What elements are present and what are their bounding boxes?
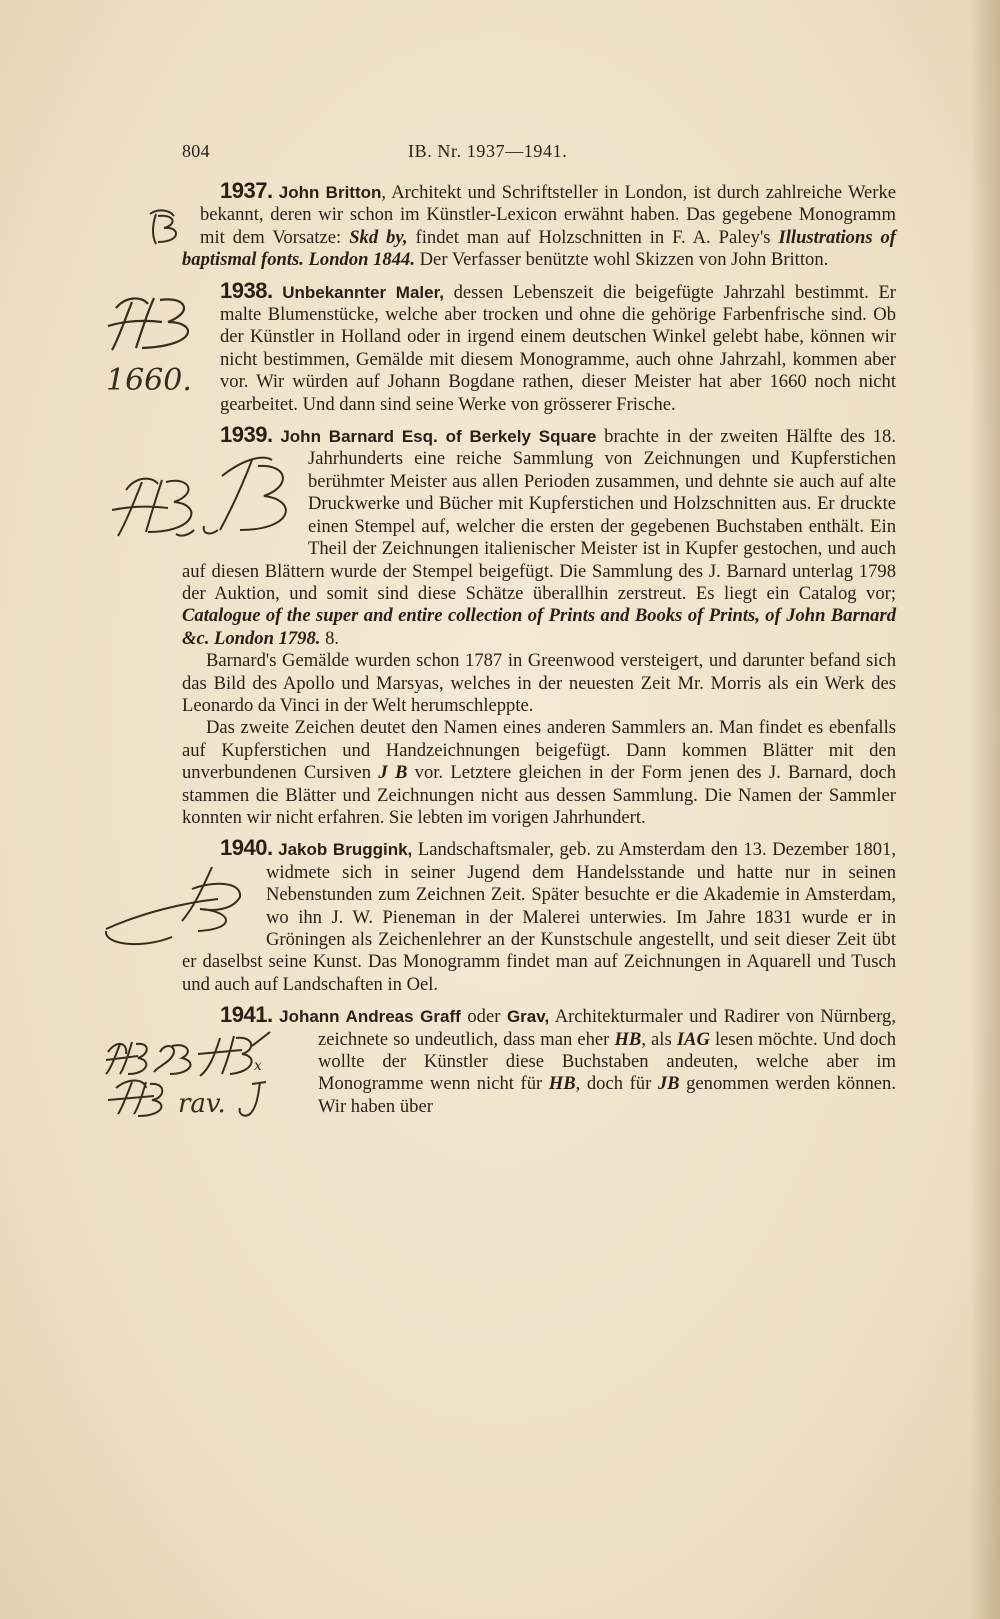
- monogram-image: [102, 859, 256, 951]
- catalogue-title: Catalogue of the super and entire collection of Prints and Books of Prints, of John Barnard &c. London 1798.: [182, 605, 896, 649]
- svg-text:rav.: rav.: [178, 1089, 226, 1119]
- monogram-year: 1660.: [106, 362, 192, 398]
- entry-text: Der Verfasser benützte wohl Skizzen von John Britton.: [414, 249, 829, 271]
- entry-number: 1937.: [220, 178, 273, 203]
- entry-number: 1938.: [220, 277, 273, 303]
- entry-text: genommen werden können. Wir haben über: [318, 1073, 897, 1117]
- paragraph: Barnard's Gemälde wurden schon 1787 in Greenwood versteigert, und darunter befand sich das Bild des Apollo und Marsyas, welches in der neuesten Zeit Mr. Morris als ein Werk des Leonardo da Vinci in der Welt herumschleppte.: [182, 650, 896, 716]
- entry-text: Landschaftsmaler, geb. zu Amsterdam den 13. Dezember 1801, widmete sich in seiner Jugend dem Handelsstande und hatte nur in seinen Nebenstunden zum Zeichnen Zeit. Später besuchte er die Akademie in Amsterdam, wo ihn J. W. Pieneman in der Malerei unterwies. Im Jahre 1831 wurde er in Gröningen als Zeichenlehrer an der Kunstschule angestellt, und seit dieser Zeit übt er daselbst seine Kunst. Das Monogramm findet man auf Zeichnungen in Aquarell und Tusch und auch auf Landschaften in Oel.: [182, 839, 897, 995]
- entry-italic: J B: [378, 762, 408, 784]
- entry-1941: [178, 1002, 897, 1119]
- entry-italic: IAG: [676, 1028, 710, 1050]
- entry-text: lesen möchte. Und doch wollte der Künstler diese Buchstaben andeuten, welche aber im Monogramme wenn nicht für: [318, 1028, 897, 1095]
- page-edge-shadow: [970, 0, 1000, 1619]
- book-title: Illustrations of baptismal fonts. London 1844.: [182, 226, 896, 271]
- book-page: [106, 130, 897, 1119]
- running-title: IB. Nr. 1937—1941.: [408, 141, 568, 161]
- entry-number: 1939.: [220, 422, 273, 448]
- entry-italic: HB: [548, 1073, 576, 1095]
- entry-italic: HB: [614, 1028, 642, 1050]
- page-number: 804: [182, 141, 210, 161]
- artist-name: John Barnard Esq. of Berkely Square: [280, 427, 597, 447]
- entry-number: 1941.: [220, 1002, 273, 1028]
- entry-text: vor. Letztere gleichen in der Form jenen des J. Barnard, doch stammen die Blätter und Zeichnungen nicht aus dessen Sammlung. Die Namen der Sammler konnten wir nicht erfahren. Sie lebten im vorigen Jahrhundert.: [182, 762, 896, 828]
- artist-alt-name: Grav,: [506, 1007, 550, 1027]
- entry-text: 8.: [320, 627, 340, 649]
- artist-name: Johann Andreas Graff: [279, 1007, 461, 1027]
- svg-text:x: x: [254, 1058, 262, 1075]
- entry-text: oder: [460, 1006, 507, 1028]
- entry-text: findet man auf Holzschnitten in F. A. Paley's: [407, 226, 779, 248]
- entry-text: Das zweite Zeichen deutet den Namen eines anderen Sammlers an. Man findet es ebenfalls auf Kupferstichen und Handzeichnungen beigefügt. Dann kommen Blätter mit den unverbundenen Cursiven: [182, 717, 896, 784]
- entry-1937: [182, 180, 896, 272]
- monogram-image: [102, 1026, 308, 1118]
- monogram-image: [102, 446, 298, 558]
- entry-italic: Skd by,: [349, 226, 408, 248]
- running-header: [182, 130, 896, 174]
- monogram-image: [144, 204, 190, 248]
- artist-name: John Britton: [278, 183, 382, 202]
- entry-text: brachte in der zweiten Hälfte des 18. Jahrhunderts eine reiche Sammlung von Zeichnungen und Kupferstichen berühmter Meister aus allen Perioden zusammen, und dehnte sie auch auf alte Druckwerke und Bücher mit Kupferstichen und Holzschnitten aus. Er druckte einen Stempel auf, welcher die ersten der gegebenen Buchstaben enthält. Ein Theil der Zeichnungen italienischer Meister ist in Kupfer gestochen, und auch auf diesen Blättern wurde der Stempel beigefügt. Die Sammlung des J. Barnard unterlag 1798 der Auktion, und somit sind diese Schätze überallhin zerstreut. Es liegt ein Catalog vor;: [182, 426, 897, 604]
- entry-1940: [182, 837, 896, 996]
- entry-text: Architekturmaler und Radirer von Nürnberg, zeichnete so undeutlich, dass man eher: [318, 1006, 896, 1050]
- entry-italic: JB: [657, 1073, 680, 1095]
- artist-name: Unbekannter Maler,: [282, 282, 444, 302]
- entry-number: 1940.: [220, 835, 273, 861]
- entry-text: , doch für: [575, 1073, 658, 1095]
- paragraph: [182, 717, 896, 829]
- monogram-image: [102, 286, 210, 398]
- entry-text: dessen Lebenszeit die beigefügte Jahrzahl bestimmt. Er malte Blumenstücke, welche aber trocken und ohne die gehörige Farbenfrische sind. Ob der Künstler in Holland oder in irgend einem deutschen Winkel gelebt habe, können wir nicht bestimmen, Gemälde mit diesem Monogramme, auch ohne Jahrzahl, kommen aber vor. Wir würden auf Johann Bogdane rathen, dieser Meister hat aber 1660 noch nicht gearbeitet. Und dann sind seine Werke von grösserer Frische.: [220, 281, 896, 415]
- entry-text: , Architekt und Schriftsteller in London, ist durch zahlreiche Werke bekannt, deren wir schon im Künstler-Lexicon erwähnt haben. Das gegebene Monogramm mit dem Vorsatze:: [200, 182, 896, 248]
- artist-name: Jakob Bruggink,: [278, 840, 413, 860]
- entry-text: , als: [641, 1028, 677, 1050]
- entry-1938: [106, 277, 896, 416]
- entry-1939: [182, 424, 896, 829]
